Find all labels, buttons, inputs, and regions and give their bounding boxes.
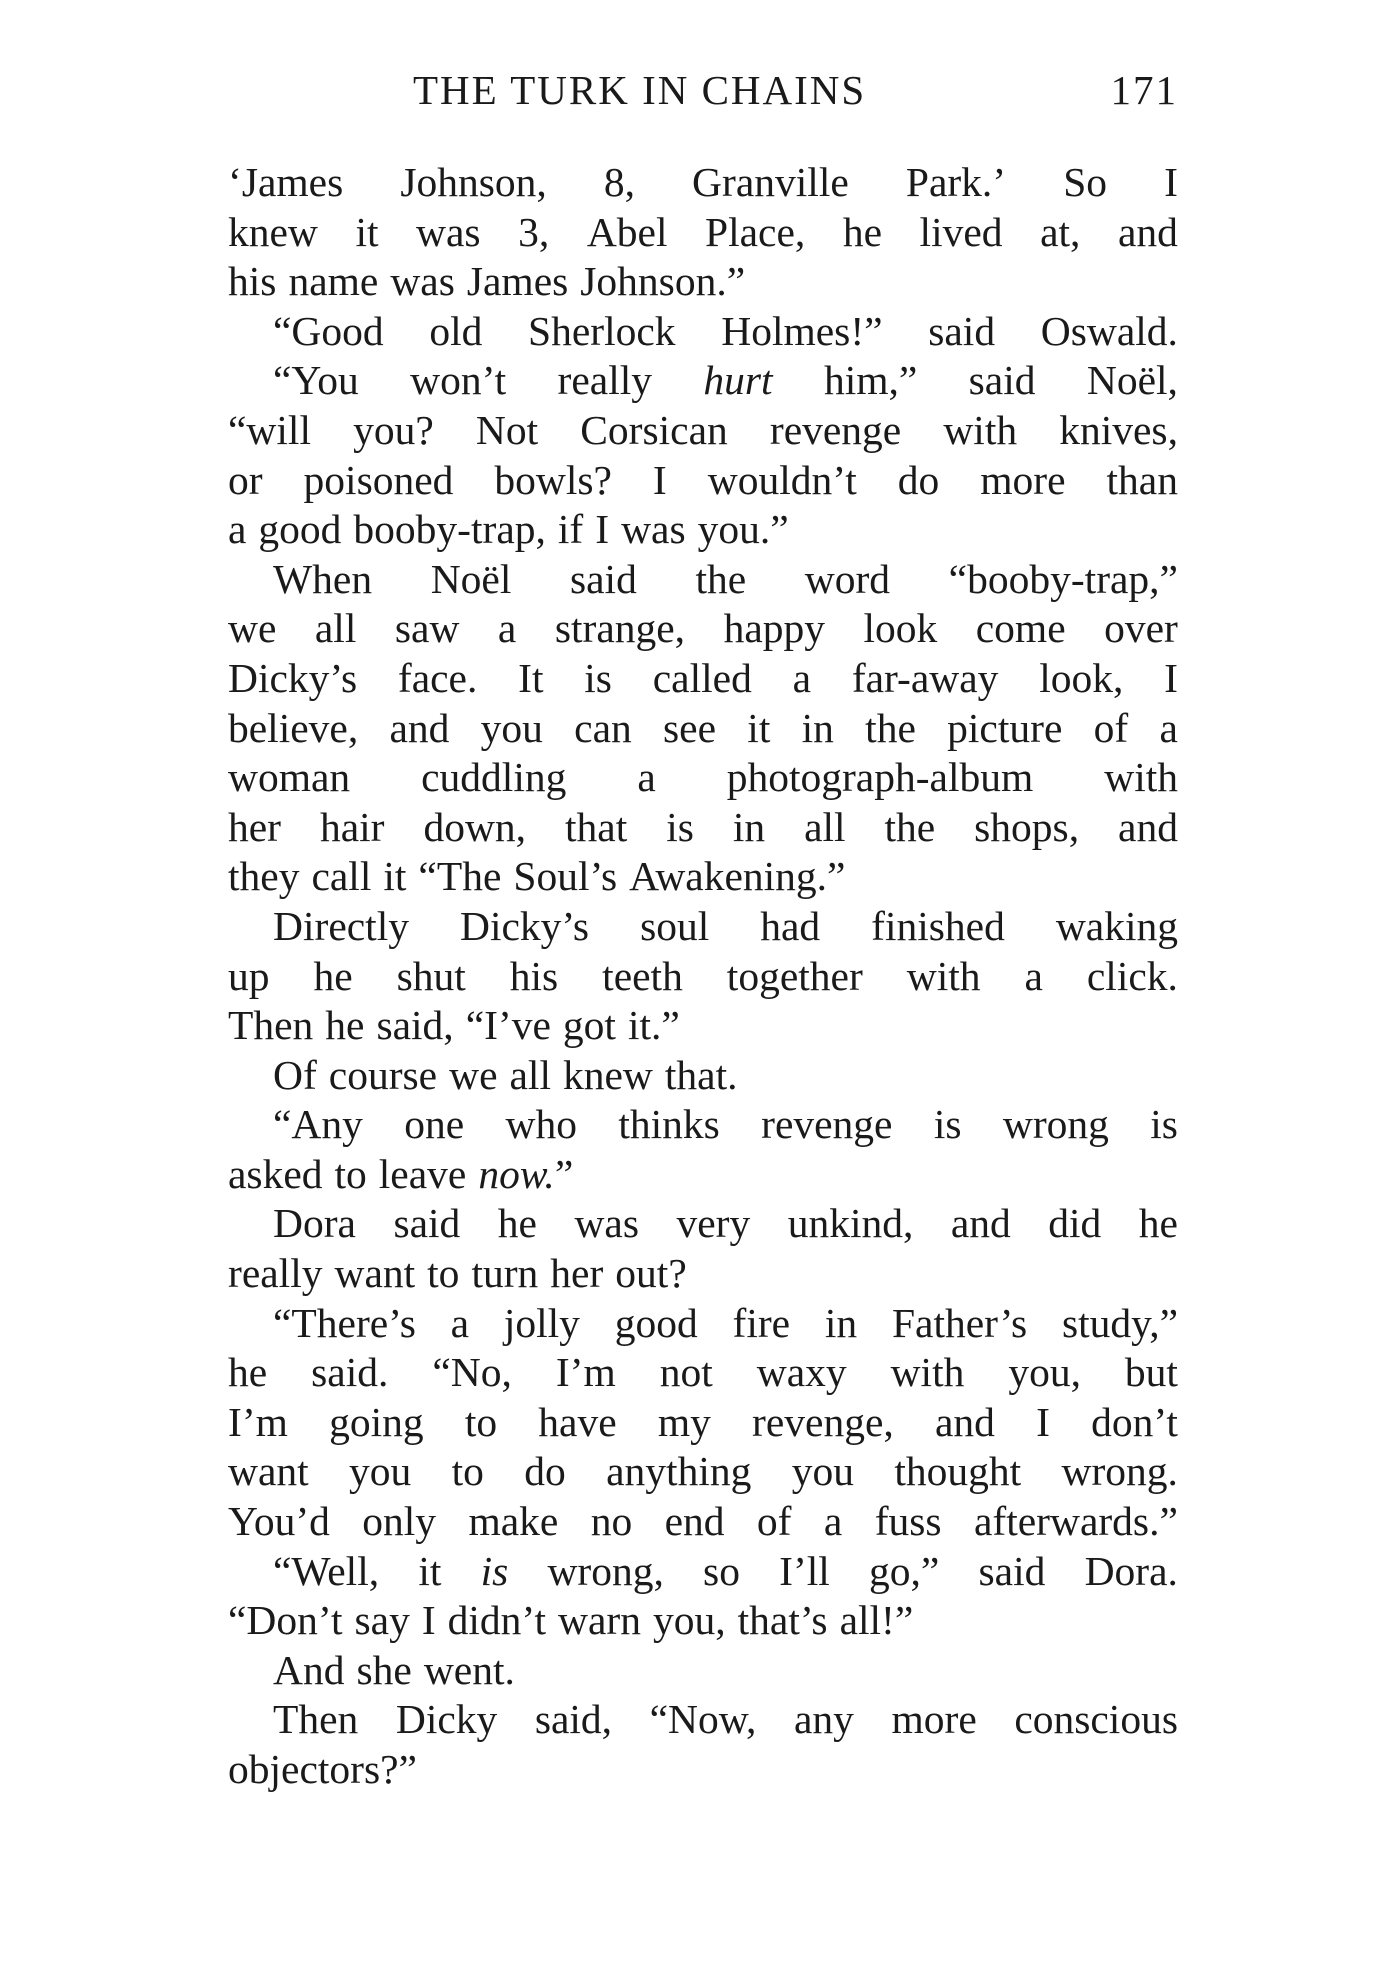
word: happy [723, 605, 825, 652]
word: is [933, 1101, 962, 1148]
word: to [334, 1150, 367, 1197]
word: a [1024, 952, 1043, 999]
word: turn [471, 1250, 539, 1297]
text-line [228, 208, 1178, 258]
word: Abel [586, 208, 668, 255]
word: good [614, 1299, 698, 1346]
word: conscious [1014, 1696, 1178, 1743]
word: Oswald. [1040, 307, 1178, 354]
word: “I’ve [465, 1002, 551, 1049]
word: than [1106, 456, 1178, 503]
text-line [228, 1299, 1178, 1349]
word: a [823, 1498, 843, 1545]
word: Corsican [580, 406, 728, 453]
word: booby-trap, [353, 506, 546, 553]
word: going [329, 1398, 424, 1445]
text-line [228, 1150, 1178, 1200]
word: You’d [228, 1498, 330, 1545]
text-line [228, 1051, 1178, 1101]
word: old [429, 307, 483, 354]
word: jolly [503, 1299, 580, 1346]
word: bowls? [494, 456, 612, 503]
word: Park.’ [905, 159, 1007, 205]
word: objectors?” [228, 1746, 417, 1792]
text-line [228, 1497, 1178, 1547]
word: and [934, 1398, 995, 1445]
word: “Now, [649, 1696, 757, 1743]
word: to [464, 1398, 498, 1445]
word: woman [228, 754, 351, 801]
word: was [574, 1200, 639, 1247]
word: he [1138, 1200, 1178, 1247]
word: is [1150, 1101, 1178, 1148]
word: he [228, 1349, 268, 1396]
text-line [228, 1348, 1178, 1398]
text-line [228, 704, 1178, 754]
word: I [595, 506, 610, 553]
word: Dicky [395, 1696, 498, 1743]
word: with [1104, 754, 1178, 801]
word: name [288, 258, 379, 305]
word: anything [606, 1448, 752, 1495]
text-line [228, 1249, 1178, 1299]
word: Of [273, 1051, 317, 1098]
word: “The [418, 853, 502, 900]
word: or [228, 456, 263, 503]
word: together [726, 952, 863, 999]
word: he [325, 1002, 365, 1049]
word: lived [919, 208, 1003, 255]
text-line [228, 1447, 1178, 1497]
word: hair [319, 803, 385, 850]
word: a [637, 754, 656, 801]
word: I’m [555, 1349, 616, 1396]
word: it [418, 1547, 442, 1594]
word: the [695, 555, 747, 602]
word: go,” [869, 1547, 940, 1594]
word: Johnson, [400, 159, 547, 205]
word: I [1164, 159, 1178, 205]
word: face. [397, 654, 478, 701]
word: Awakening.” [629, 853, 846, 900]
word: really [228, 1250, 323, 1297]
word: “will [228, 406, 311, 453]
word: come [975, 605, 1066, 652]
text-line [228, 654, 1178, 704]
word: Place, [705, 208, 806, 255]
word: his [509, 952, 559, 999]
text-line [228, 505, 1178, 555]
word: went. [423, 1646, 515, 1693]
word: shut [396, 952, 466, 999]
word: it [355, 208, 379, 255]
word: he [313, 952, 353, 999]
word: make [468, 1498, 559, 1545]
word: was [621, 506, 686, 553]
word: my [657, 1398, 711, 1445]
word: to [427, 1250, 460, 1297]
word: say [354, 1597, 410, 1644]
word: with [943, 406, 1018, 453]
word: course [328, 1051, 438, 1098]
word: revenge [769, 406, 902, 453]
word: click. [1086, 952, 1178, 999]
word: I’ll [779, 1547, 830, 1594]
word: Dicky’s [228, 654, 358, 701]
text-line [228, 604, 1178, 654]
word: it.” [627, 1002, 680, 1049]
text-line [228, 1596, 1178, 1646]
word: fire [732, 1299, 791, 1346]
word: see [663, 704, 717, 751]
word: Dora. [1084, 1547, 1178, 1594]
word: It [518, 654, 544, 701]
word: cuddling [421, 754, 567, 801]
word: do [897, 456, 940, 503]
word: waxy [756, 1349, 847, 1396]
word: Noël [430, 555, 512, 602]
word: wouldn’t [707, 456, 857, 503]
word: in [732, 803, 766, 850]
word: in [824, 1299, 858, 1346]
word: look, [1039, 654, 1124, 701]
word: Holmes!” [721, 307, 883, 354]
word: I [1036, 1398, 1050, 1445]
word: with [890, 1349, 965, 1396]
text-line [228, 257, 1178, 307]
word: far-away [851, 654, 999, 701]
word: Sherlock [528, 307, 676, 354]
word: thinks [618, 1101, 720, 1148]
word: end [664, 1498, 725, 1545]
word: wrong, [547, 1547, 664, 1594]
text-line [228, 158, 1178, 208]
word: he [842, 208, 882, 255]
word: him,” [823, 357, 918, 404]
word: I [1164, 654, 1178, 701]
word: no [590, 1498, 633, 1545]
word: strange, [554, 605, 686, 652]
text-line [228, 753, 1178, 803]
word: and [950, 1200, 1011, 1247]
word: “You [273, 357, 359, 404]
word: did [1048, 1200, 1102, 1247]
word: down, [423, 803, 527, 850]
word: didn’t [447, 1597, 547, 1644]
word: who [505, 1101, 577, 1148]
text-line [228, 1646, 1178, 1696]
word: When [273, 555, 373, 602]
text-line [228, 1695, 1178, 1745]
word: said. [311, 1349, 389, 1396]
word: knives, [1059, 406, 1178, 453]
word: won’t [410, 357, 507, 404]
word: Not [475, 406, 539, 453]
word: “Good [273, 307, 384, 354]
word: you [791, 1448, 854, 1495]
word: he [497, 1200, 537, 1247]
word: photograph-album [726, 754, 1034, 801]
word: of [756, 1498, 792, 1545]
word: you [349, 1448, 412, 1495]
word: look [863, 605, 938, 652]
word: a [792, 654, 812, 701]
text-line [228, 1745, 1178, 1795]
word: a [1159, 704, 1178, 751]
word: “Well, [273, 1547, 380, 1594]
word: poisoned [303, 456, 454, 503]
word: Granville [692, 159, 849, 205]
word: I [652, 456, 667, 503]
word: Johnson.” [580, 258, 746, 305]
word: teeth [602, 952, 683, 999]
word: Soul’s [513, 853, 618, 900]
word: we [449, 1051, 498, 1098]
word: you, [1008, 1349, 1081, 1396]
word: “Don’t [228, 1597, 343, 1644]
word: fuss [874, 1498, 942, 1545]
word: can [574, 704, 632, 751]
word: want [228, 1448, 309, 1495]
word: Dora [273, 1200, 356, 1247]
word: and [389, 704, 450, 751]
word: we [228, 605, 277, 652]
word: was [390, 258, 455, 305]
word: is [666, 803, 694, 850]
word: ‘James [228, 159, 344, 205]
word: have [538, 1398, 617, 1445]
word: so [703, 1547, 740, 1594]
word: said, [534, 1696, 613, 1743]
word: shops, [974, 803, 1080, 850]
word: waking [1055, 902, 1178, 949]
word: in [801, 704, 834, 751]
text-line [228, 1547, 1178, 1597]
word: you? [353, 406, 434, 453]
text-line [228, 1100, 1178, 1150]
word: said [393, 1200, 461, 1247]
word: you [480, 704, 543, 751]
word: you, [653, 1597, 726, 1644]
word: knew [562, 1051, 653, 1098]
word: Then [228, 1002, 314, 1049]
word: Dicky’s [459, 902, 590, 949]
text-line [228, 406, 1178, 456]
word: said [928, 307, 996, 354]
word: word [804, 555, 891, 602]
word: all [509, 1051, 551, 1098]
word: “Any [273, 1101, 363, 1148]
word: Noël, [1086, 357, 1178, 404]
word: wrong [1002, 1101, 1109, 1148]
word: want [334, 1250, 416, 1297]
word: that’s [737, 1597, 828, 1644]
word: afterwards.” [973, 1498, 1178, 1545]
page-number: 171 [1110, 67, 1178, 113]
word: soul [640, 902, 710, 949]
word: 8, [603, 159, 635, 205]
running-head [228, 62, 1178, 118]
word: is [584, 654, 612, 701]
word: said [968, 357, 1036, 404]
word: the [865, 704, 916, 751]
word: called [652, 654, 752, 701]
word: do [524, 1448, 566, 1495]
text-line [228, 902, 1178, 952]
text-line [228, 1001, 1178, 1051]
word: it [747, 704, 771, 751]
text-line [228, 307, 1178, 357]
word: saw [394, 605, 460, 652]
word: knew [228, 208, 318, 255]
word: revenge, [752, 1398, 894, 1445]
word: said, [376, 1002, 454, 1049]
word: all [804, 803, 846, 850]
word: a [228, 506, 247, 553]
word: Father’s [891, 1299, 1028, 1346]
word: her [550, 1250, 604, 1297]
word: 3, [518, 208, 550, 255]
word: “There’s [273, 1299, 416, 1346]
word: up [228, 952, 270, 999]
word: “booby-trap,” [948, 555, 1178, 602]
word: that. [664, 1051, 738, 1098]
word: believe, [228, 704, 359, 751]
word: now.” [478, 1150, 574, 1197]
word: out? [615, 1250, 687, 1297]
word: I [421, 1597, 436, 1644]
word: a [497, 605, 517, 652]
text-line [228, 1199, 1178, 1249]
word: Then [273, 1696, 359, 1743]
word: I’m [228, 1398, 288, 1445]
word: don’t [1091, 1398, 1178, 1445]
word: said [569, 555, 637, 602]
word: call [311, 853, 372, 900]
word: good [258, 506, 342, 553]
word: James [466, 258, 569, 305]
word: at, [1040, 208, 1081, 255]
word: but [1124, 1349, 1178, 1396]
word: to [451, 1448, 484, 1495]
word: leave [378, 1150, 467, 1197]
body-text [228, 158, 1178, 1795]
text-line [228, 456, 1178, 506]
word: wrong. [1061, 1448, 1178, 1495]
word: very [676, 1200, 751, 1247]
word: finished [871, 902, 1005, 949]
word: hurt [703, 357, 773, 404]
word: asked [228, 1150, 323, 1197]
word: said [978, 1547, 1046, 1594]
word: “No, [432, 1349, 512, 1396]
word: not [659, 1349, 713, 1396]
word: they [228, 853, 300, 900]
word: got [562, 1002, 616, 1049]
word: really [557, 357, 653, 404]
word: any [793, 1696, 854, 1743]
text-line [228, 852, 1178, 902]
word: revenge [761, 1101, 893, 1148]
word: one [404, 1101, 465, 1148]
word: more [980, 456, 1066, 503]
word: a [450, 1299, 470, 1346]
word: if [557, 506, 584, 553]
text-line [228, 803, 1178, 853]
word: study,” [1061, 1299, 1178, 1346]
word: So [1063, 159, 1108, 205]
word: over [1104, 605, 1178, 652]
text-line [228, 555, 1178, 605]
word: she [356, 1646, 412, 1693]
text-line [228, 1398, 1178, 1448]
word: it [383, 853, 407, 900]
word: all [314, 605, 357, 652]
word: you.” [697, 506, 789, 553]
word: her [228, 803, 281, 850]
word: and [1118, 803, 1178, 850]
text-line [228, 356, 1178, 406]
word: that [565, 803, 628, 850]
word: unkind, [787, 1200, 914, 1247]
word: the [884, 803, 936, 850]
text-line [228, 952, 1178, 1002]
word: had [760, 902, 821, 949]
word: all!” [839, 1597, 914, 1644]
word: his [228, 258, 277, 305]
word: more [891, 1696, 977, 1743]
chapter-title: THE TURK IN CHAINS [413, 67, 867, 113]
word: And [273, 1646, 345, 1693]
word: Directly [273, 902, 409, 949]
word: was [416, 208, 481, 255]
word: and [1117, 208, 1178, 255]
word: warn [558, 1597, 642, 1644]
word: is [480, 1547, 509, 1594]
word: of [1093, 704, 1129, 751]
word: picture [947, 704, 1063, 751]
word: only [362, 1498, 437, 1545]
word: with [906, 952, 981, 999]
word: thought [894, 1448, 1022, 1495]
